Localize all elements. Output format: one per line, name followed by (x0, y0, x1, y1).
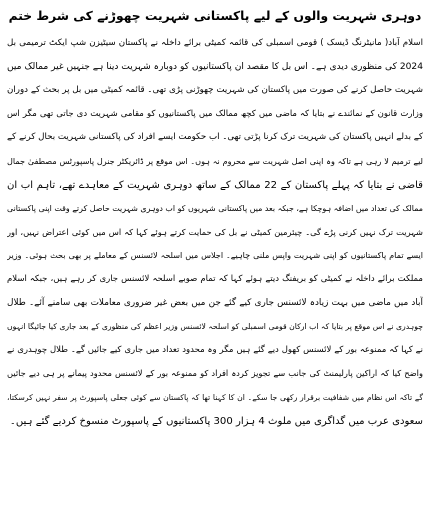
body-line: ممالک کی تعداد میں اضافہ ہوچکا ہے، جبکہ بعد میں پاکستانی شہریوں کو اب دوہری شہریت حاصل کرتے وقت اپنی پاکستانی (7, 204, 423, 214)
body-line: 2024 کی منظوری دیدی ہے۔ اس بل کا مقصد ان پاکستانیوں کو دوبارہ شہریت دینا ہے جنہیں غیر ممالک میں (7, 61, 423, 72)
body-line: نے کہا کہ ممنوعہ بور کے لائسنس کھول دیے گئے ہیں مگر وہ محدود تعداد میں جاری کیے جائیں گے۔ طلال چوہدری نے (7, 344, 423, 355)
body-line: واضح کیا کہ اراکین پارلیمنٹ کی جانب سے تجویز کردہ افراد کو ممنوعہ بور کے لائسنس محدود پیمانے پر ہی دیے جائیں (7, 368, 423, 379)
body-line-last: سعودی عرب میں گداگری میں ملوث 4 ہزار 300 پاکستانیوں کے پاسپورٹ منسوخ کردیے گئے ہیں۔ (9, 415, 423, 427)
body-line: مملکت برائے داخلہ نے کمیٹی کو بریفنگ دیتے ہوئے کہا کہ تمام صوبے اسلحہ لائسنس جاری کر رہے ہیں، جبکہ اسلام (7, 273, 423, 284)
body-line: اسلام آباد( مانیٹرنگ ڈیسک ) قومی اسمبلی کی قائمہ کمیٹی برائے داخلہ نے پاکستان سیٹیزن شپ ایکٹ ترمیمی بل (7, 38, 423, 48)
body-line: شہریت حاصل کرنے کی صورت میں پاکستان کی شہریت چھوڑنی پڑی تھی۔ قائمہ کمیٹی میں بل پر بحث کے دوران (7, 85, 423, 96)
body-line: شہریت ترک نہیں کرنی پڑے گی۔ چیئرمین کمیٹی نے بل کی حمایت کرتے ہوئے کہا کہ اس میں کوئی اعتراض نہیں، اور (7, 226, 423, 237)
body-line: قاضی نے بتایا کہ پہلے پاکستان کے 22 ممالک کے ساتھ دوہری شہریت کے معاہدے تھے، تاہم اب ان (7, 179, 423, 191)
body-line: چوہدری نے اس موقع پر بتایا کہ اب ارکان قومی اسمبلی کو اسلحہ لائسنس وزیر اعظم کی منظوری کے بعد جاری کیا جائیگا انہوں (7, 322, 423, 332)
body-line: آباد میں ماضی میں بہت زیادہ لائسنس جاری کیے گئے جن میں بعض غیر ضروری معاملات بھی سامنے آئے۔ طلال (7, 297, 423, 308)
article-body (7, 32, 423, 433)
body-line: لیے ترمیم لا رہی ہے تاکہ وہ اپنی اصل شہریت سے محروم نہ ہوں۔ اس موقع پر ڈائریکٹر جنرل پاسپورٹس مصطفیٰ جمال (7, 155, 423, 166)
body-line: کے بدلے انہیں پاکستان کی شہریت ترک کرنا پڑتی تھی۔ اب حکومت ایسے افراد کی پاکستانی شہریت بحال کرنے کے (7, 132, 423, 143)
headline: دوہری شہریت والوں کے لیے پاکستانی شہریت چھوڑنے کی شرط ختم (8, 9, 422, 23)
body-line: گے تاکہ اس نظام میں شفافیت برقرار رکھی جا سکے۔ ان کا کہنا تھا کہ پاکستان سے کوئی جعلی پاسپورٹ پر سفر نہیں کرسکتا، (7, 392, 423, 402)
body-line: ایسے تمام پاکستانیوں کو اپنی شہریت واپس ملنی چاہیے۔ اجلاس میں اسلحہ لائسنس کے معاملے پر بھی بحث ہوئی۔ وزیر (7, 250, 423, 261)
body-line: وزارت قانون کے نمائندے نے بتایا کہ ماضی میں کچھ ممالک میں پاکستانیوں کو مقامی شہریت دی جاتی تھی مگر اس (7, 108, 423, 119)
